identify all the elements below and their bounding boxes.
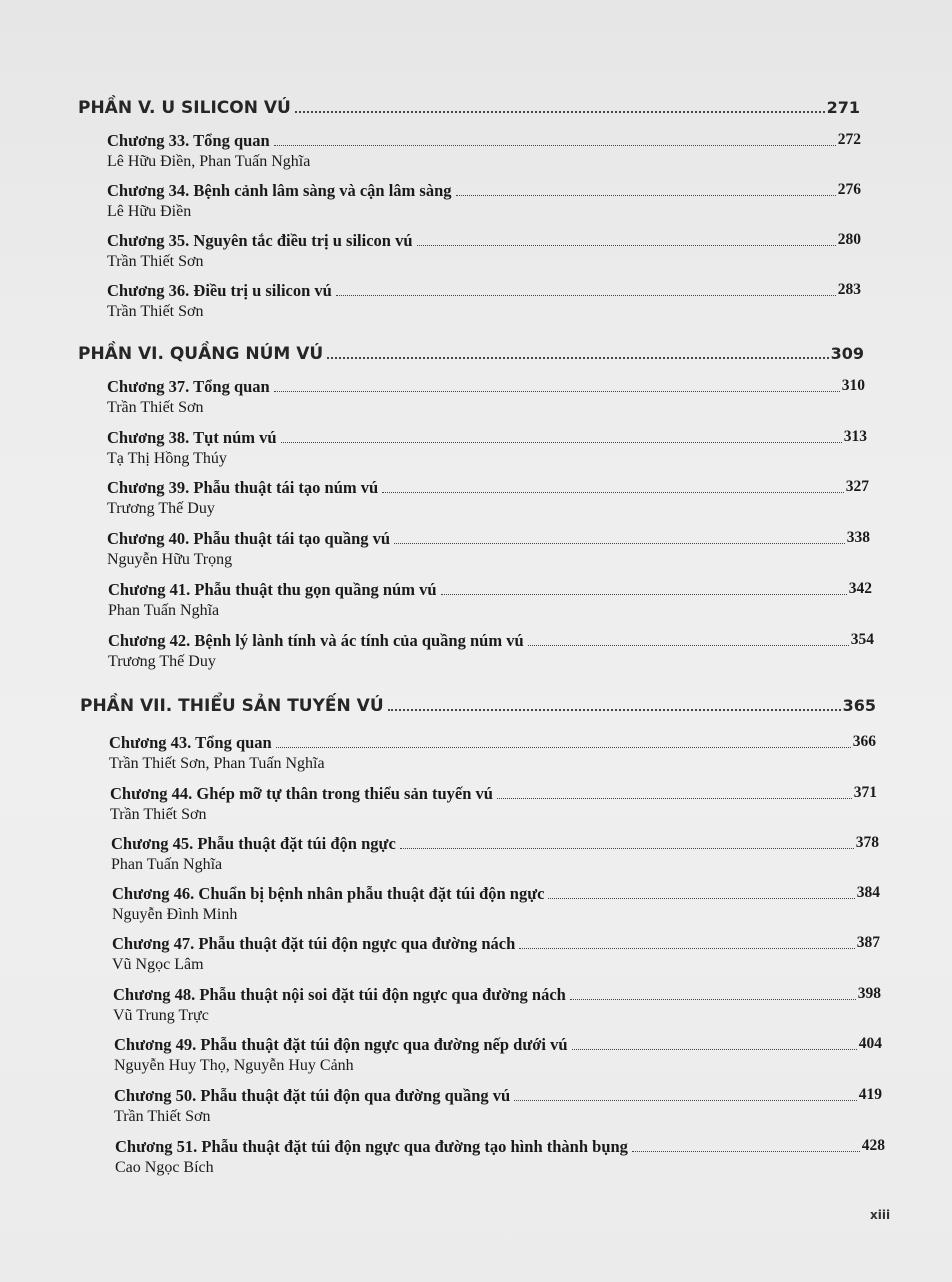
chapter-entry <box>110 784 877 824</box>
part-title: PHẦN VII. THIỂU SẢN TUYẾN VÚ <box>80 696 384 716</box>
dot-leader <box>400 848 854 849</box>
chapter-title: Chương 34. Bệnh cảnh lâm sàng và cận lâm sàng <box>107 181 452 200</box>
chapter-page: 398 <box>857 985 881 1002</box>
chapter-title: Chương 49. Phẫu thuật đặt túi độn ngực qua đường nếp dưới vú <box>114 1035 568 1054</box>
chapter-page: 313 <box>843 428 867 445</box>
chapter-title: Chương 45. Phẫu thuật đặt túi độn ngực <box>111 834 396 853</box>
chapter-authors: Trần Thiết Sơn <box>107 253 204 270</box>
dot-leader <box>519 948 854 949</box>
chapter-entry <box>113 985 881 1025</box>
chapter-entry <box>107 428 867 468</box>
chapter-page: 327 <box>845 478 869 495</box>
chapter-page: 354 <box>850 631 874 648</box>
dot-leader <box>456 195 836 196</box>
chapter-title: Chương 38. Tụt núm vú <box>107 428 277 447</box>
chapter-authors: Nguyễn Đình Minh <box>112 906 238 923</box>
dot-leader <box>417 245 836 246</box>
chapter-title: Chương 36. Điều trị u silicon vú <box>107 281 332 300</box>
part-heading <box>78 98 860 118</box>
dot-leader <box>570 999 856 1000</box>
chapter-title: Chương 35. Nguyên tắc điều trị u silicon vú <box>107 231 413 250</box>
chapter-title: Chương 46. Chuẩn bị bệnh nhân phẫu thuật đặt túi độn ngực <box>112 884 545 903</box>
part-heading <box>78 344 864 364</box>
chapter-page: 276 <box>837 181 861 198</box>
chapter-entry <box>107 377 865 417</box>
chapter-title: Chương 51. Phẫu thuật đặt túi độn ngực qua đường tạo hình thành bụng <box>115 1137 628 1156</box>
chapter-page: 272 <box>837 131 861 148</box>
chapter-authors: Nguyễn Hữu Trọng <box>107 551 233 568</box>
chapter-authors: Cao Ngọc Bích <box>115 1159 214 1176</box>
dot-leader <box>441 594 847 595</box>
chapter-authors: Trần Thiết Sơn <box>114 1108 211 1125</box>
chapter-entry <box>107 131 861 171</box>
chapter-page: 283 <box>837 281 861 298</box>
dot-leader <box>382 492 844 493</box>
chapter-title: Chương 48. Phẫu thuật nội soi đặt túi độn ngực qua đường nách <box>113 985 566 1004</box>
chapter-authors: Phan Tuấn Nghĩa <box>111 856 223 873</box>
dot-leader <box>632 1151 860 1152</box>
chapter-entry <box>107 181 861 221</box>
chapter-page: 366 <box>852 733 876 750</box>
chapter-title: Chương 44. Ghép mỡ tự thân trong thiểu sản tuyến vú <box>110 784 493 803</box>
chapter-entry <box>111 834 879 874</box>
chapter-title: Chương 43. Tổng quan <box>109 733 272 752</box>
chapter-page: 404 <box>858 1035 882 1052</box>
dot-leader <box>388 709 841 711</box>
chapter-authors: Trần Thiết Sơn, Phan Tuấn Nghĩa <box>109 755 325 772</box>
chapter-entry <box>108 580 872 620</box>
chapter-authors: Lê Hữu Điền, Phan Tuấn Nghĩa <box>107 153 311 170</box>
chapter-authors: Tạ Thị Hồng Thúy <box>107 450 227 467</box>
chapter-entry <box>115 1137 885 1177</box>
part-title: PHẦN VI. QUẦNG NÚM VÚ <box>78 344 324 364</box>
chapter-authors: Trần Thiết Sơn <box>107 303 204 320</box>
chapter-authors: Nguyễn Huy Thọ, Nguyễn Huy Cảnh <box>114 1057 354 1074</box>
chapter-entry <box>107 231 861 271</box>
chapter-entry <box>108 631 874 671</box>
dot-leader <box>394 543 845 544</box>
part-page: 365 <box>842 696 876 715</box>
dot-leader <box>295 111 825 113</box>
chapter-entry <box>114 1086 882 1126</box>
chapter-title: Chương 41. Phẫu thuật thu gọn quầng núm vú <box>108 580 437 599</box>
chapter-title: Chương 42. Bệnh lý lành tính và ác tính của quầng núm vú <box>108 631 524 650</box>
chapter-page: 310 <box>841 377 865 394</box>
chapter-entry <box>107 281 861 321</box>
chapter-authors: Phan Tuấn Nghĩa <box>108 602 220 619</box>
chapter-entry <box>112 934 880 974</box>
chapter-authors: Trương Thế Duy <box>107 500 215 517</box>
chapter-title: Chương 50. Phẫu thuật đặt túi độn qua đường quầng vú <box>114 1086 511 1105</box>
chapter-page: 371 <box>853 784 877 801</box>
chapter-page: 342 <box>848 580 872 597</box>
chapter-page: 428 <box>861 1137 885 1154</box>
chapter-page: 280 <box>837 231 861 248</box>
dot-leader <box>514 1100 857 1101</box>
dot-leader <box>327 357 828 359</box>
chapter-title: Chương 47. Phẫu thuật đặt túi độn ngực qua đường nách <box>112 934 516 953</box>
chapter-page: 387 <box>856 934 880 951</box>
part-page: 309 <box>830 344 864 363</box>
part-heading <box>80 696 876 716</box>
chapter-authors: Lê Hữu Điền <box>107 203 192 220</box>
chapter-entry <box>112 884 880 924</box>
chapter-authors: Vũ Ngọc Lâm <box>112 956 204 973</box>
chapter-entry <box>107 478 869 518</box>
chapter-title: Chương 39. Phẫu thuật tái tạo núm vú <box>107 478 379 497</box>
chapter-page: 378 <box>855 834 879 851</box>
dot-leader <box>274 391 840 392</box>
dot-leader <box>548 898 854 899</box>
chapter-page: 419 <box>858 1086 882 1103</box>
dot-leader <box>336 295 836 296</box>
part-page: 271 <box>826 98 860 117</box>
chapter-authors: Vũ Trung Trực <box>113 1007 209 1024</box>
page-number: xiii <box>870 1208 891 1222</box>
dot-leader <box>528 645 849 646</box>
chapter-page: 338 <box>846 529 870 546</box>
dot-leader <box>276 747 851 748</box>
chapter-authors: Trương Thế Duy <box>108 653 216 670</box>
part-title: PHẦN V. U SILICON VÚ <box>78 98 291 118</box>
chapter-title: Chương 40. Phẫu thuật tái tạo quầng vú <box>107 529 391 548</box>
dot-leader <box>281 442 842 443</box>
chapter-entry <box>109 733 876 773</box>
chapter-entry <box>107 529 870 569</box>
dot-leader <box>274 145 836 146</box>
chapter-entry <box>114 1035 882 1075</box>
chapter-page: 384 <box>856 884 880 901</box>
chapter-title: Chương 37. Tổng quan <box>107 377 270 396</box>
chapter-title: Chương 33. Tổng quan <box>107 131 270 150</box>
chapter-authors: Trần Thiết Sơn <box>107 399 204 416</box>
dot-leader <box>572 1049 857 1050</box>
chapter-authors: Trần Thiết Sơn <box>110 806 207 823</box>
dot-leader <box>497 798 852 799</box>
